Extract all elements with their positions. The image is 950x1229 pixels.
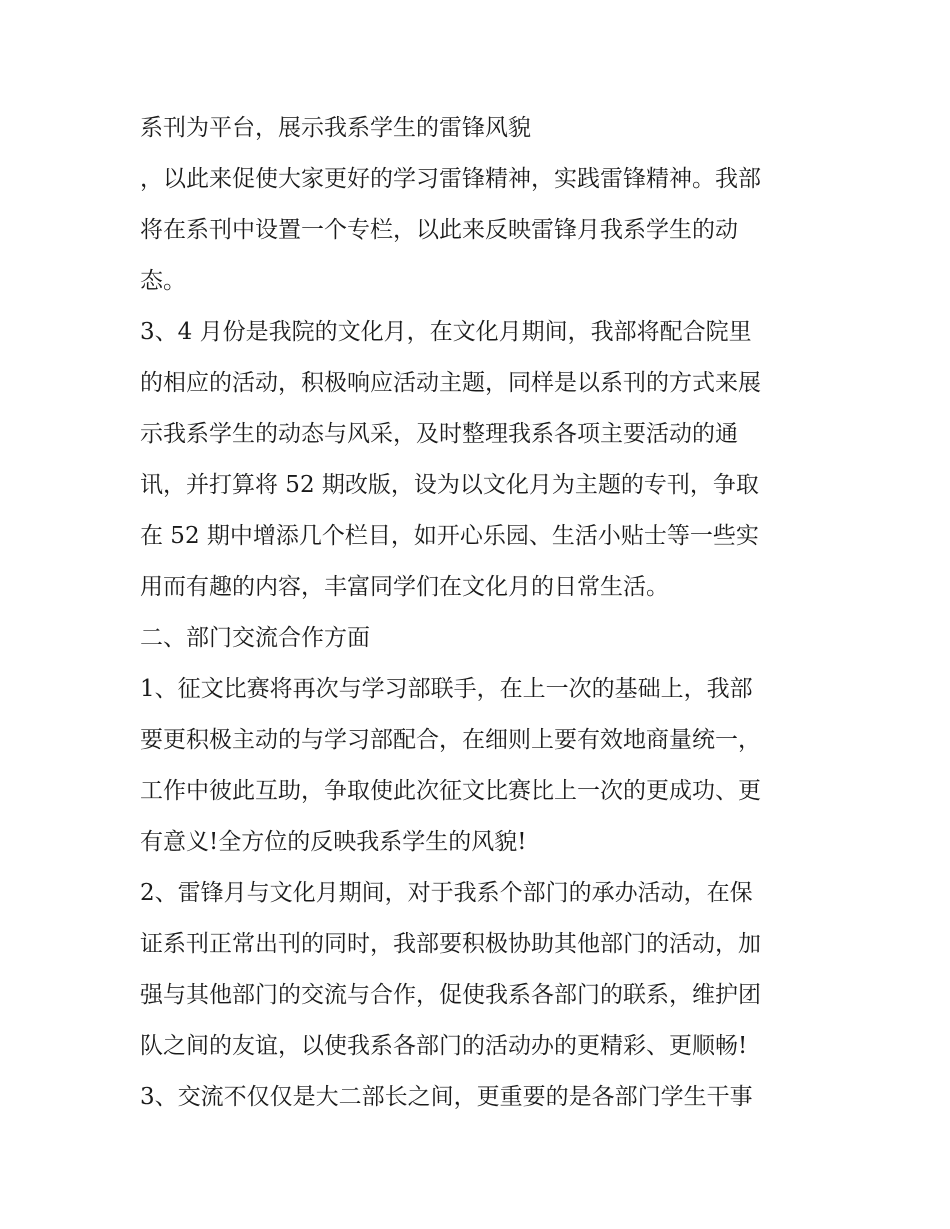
text-line: 强与其他部门的交流与合作，促使我系各部门的联系，维护团 [140,982,761,1008]
text-line: 示我系学生的动态与风采，及时整理我系各项主要活动的通 [140,421,738,447]
text-line: 的相应的活动，积极响应活动主题，同样是以系刊的方式来展 [140,370,761,396]
text-line: 用而有趣的内容，丰富同学们在文化月的日常生活。 [140,574,669,600]
text-line: 3、交流不仅仅是大二部长之间，更重要的是各部门学生干事 [140,1084,753,1110]
text-line: 有意义!全方位的反映我系学生的风貌! [140,829,527,855]
text-line: 工作中彼此互助，争取使此次征文比赛比上一次的更成功、更 [140,778,761,804]
text-line: 要更积极主动的与学习部配合，在细则上要有效地商量统一， [140,727,761,753]
section-heading: 二、部门交流合作方面 [140,625,370,651]
text-line: 队之间的友谊，以使我系各部门的活动办的更精彩、更顺畅! [140,1033,748,1059]
text-line: ，以此来促使大家更好的学习雷锋精神，实践雷锋精神。我部 [140,166,761,192]
text-line: 态。 [140,268,186,294]
text-line: 1、征文比赛将再次与学习部联手，在上一次的基础上，我部 [140,676,753,702]
text-line: 3、4 月份是我院的文化月，在文化月期间，我部将配合院里 [140,319,752,345]
text-line: 讯，并打算将 52 期改版，设为以文化月为主题的专刊，争取 [140,472,759,498]
text-line: 2、雷锋月与文化月期间，对于我系个部门的承办活动，在保 [140,880,753,906]
document-body [140,103,820,1123]
text-line: 在 52 期中增添几个栏目，如开心乐园、生活小贴士等一些实 [140,523,759,549]
text-line: 证系刊正常出刊的同时，我部要积极协助其他部门的活动，加 [140,931,761,957]
text-line: 将在系刊中设置一个专栏，以此来反映雷锋月我系学生的动 [140,217,738,243]
text-line: 系刊为平台，展示我系学生的雷锋风貌 [140,115,531,141]
